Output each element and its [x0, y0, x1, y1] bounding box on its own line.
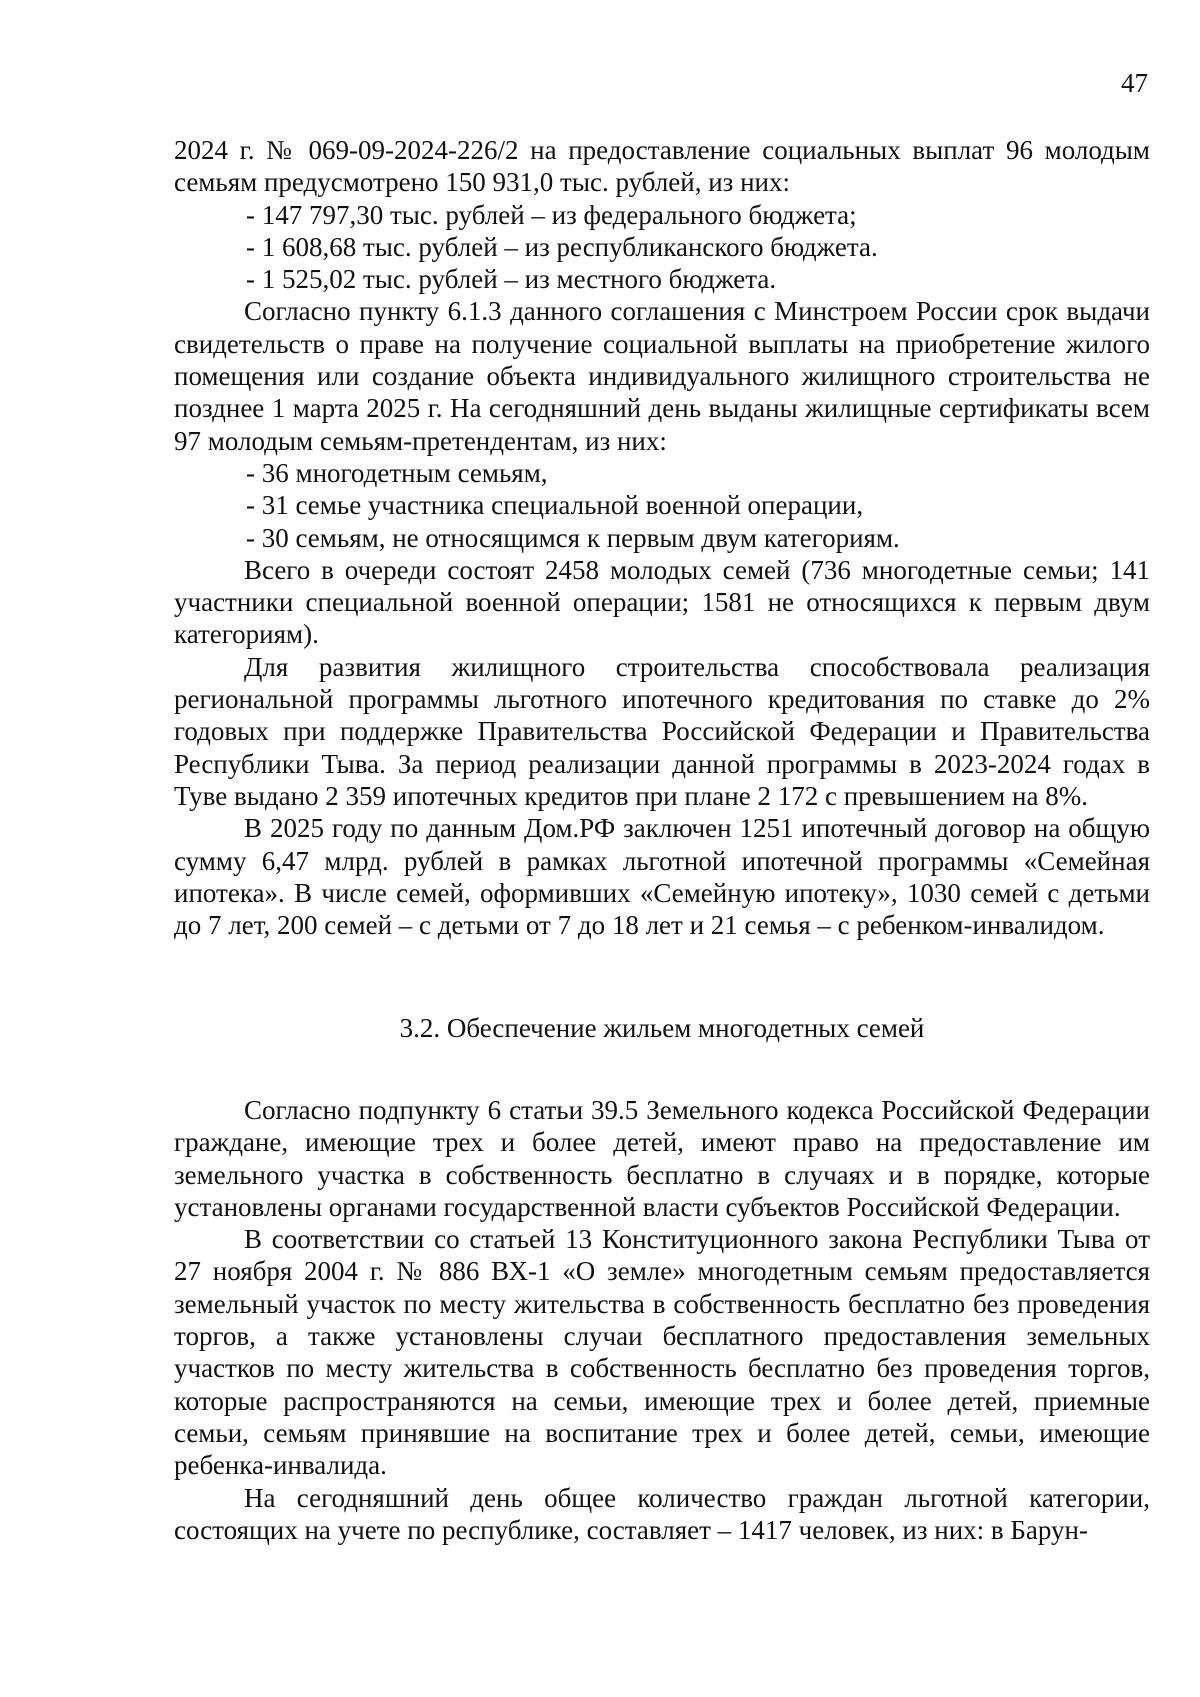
- paragraph-land-code: Согласно подпункту 6 статьи 39.5 Земельного кодекса Российской Федерации граждане, имеющие трех и более детей, имеют право на предоставление им земельного участка в собственность бесплатно в случаях и в порядке, которые установлены органами государственной власти субъектов Российской Федерации.: [174, 1095, 1150, 1222]
- list-item-svo-family: - 31 семье участника специальной военной операции,: [246, 490, 864, 521]
- paragraph-constitutional-law: В соответствии со статьей 13 Конституционного закона Республики Тыва от 27 ноября 2004 г. № 886 ВХ-1 «О земле» многодетным семьям предоставляется земельный участок по месту жительства в собственность бесплатно без проведения торгов, а также установлены случаи бесплатного предоставления земельных участков по месту жительства в собственность бесплатно без проведения торгов, которые распространяются на семьи, имеющие трех и более детей, приемные семьи, семьям принявшие на воспитание трех и более детей, семьи, имеющие ребенка-инвалида.: [174, 1224, 1150, 1481]
- text-block-large-families: [174, 1094, 1150, 1546]
- paragraph-funding-intro: 2024 г. № 069-09-2024-226/2 на предоставление социальных выплат 96 молодым семьям предусмотрено 150 931,0 тыс. рублей, из них:: [174, 135, 1150, 198]
- list-item-other-families: - 30 семьям, не относящимся к первым двум категориям.: [246, 522, 900, 553]
- list-item-local-budget: - 1 525,02 тыс. рублей – из местного бюджета.: [246, 264, 777, 295]
- text-block-housing-programs: [174, 134, 1150, 941]
- section-heading: 3.2. Обеспечение жильем многодетных семей: [399, 1013, 925, 1043]
- paragraph-queue: Всего в очереди состоят 2458 молодых семей (736 многодетные семьи; 141 участники специальной военной операции; 1581 не относящихся к первым двум категориям).: [174, 554, 1150, 650]
- paragraph-mortgage-program: Для развития жилищного строительства способствовала реализация региональной программы льготного ипотечного кредитования по ставке до 2% годовых при поддержке Правительства Российской Федерации и Правительства Республики Тыва. За период реализации данной программы в 2023-2024 годах в Туве выдано 2 359 ипотечных кредитов при плане 2 172 с превышением на 8%.: [174, 651, 1150, 811]
- paragraph-registered-citizens: На сегодняшний день общее количество граждан льготной категории, состоящих на учете по республике, составляет – 1417 человек, из них: в Барун-: [174, 1482, 1150, 1545]
- list-item-large-families: - 36 многодетным семьям,: [246, 457, 548, 488]
- paragraph-family-mortgage: В 2025 году по данным Дом.РФ заключен 1251 ипотечный договор на общую сумму 6,47 млрд. рублей в рамках льготной ипотечной программы «Семейная ипотека». В числе семей, оформивших «Семейную ипотеку», 1030 семей с детьми до 7 лет, 200 семей – с детьми от 7 до 18 лет и 21 семья – с ребенком-инвалидом.: [174, 813, 1150, 941]
- list-item-federal-budget: - 147 797,30 тыс. рублей – из федерального бюджета;: [246, 199, 857, 230]
- page-number: 47: [1121, 68, 1148, 98]
- list-item-republic-budget: - 1 608,68 тыс. рублей – из республиканского бюджета.: [246, 231, 878, 262]
- paragraph-certificates: Согласно пункту 6.1.3 данного соглашения с Минстроем России срок выдачи свидетельств о праве на получение социальной выплаты на приобретение жилого помещения или создание объекта индивидуального жилищного строительства не позднее 1 марта 2025 г. На сегодняшний день выданы жилищные сертификаты всем 97 молодым семьям-претендентам, из них:: [174, 296, 1150, 456]
